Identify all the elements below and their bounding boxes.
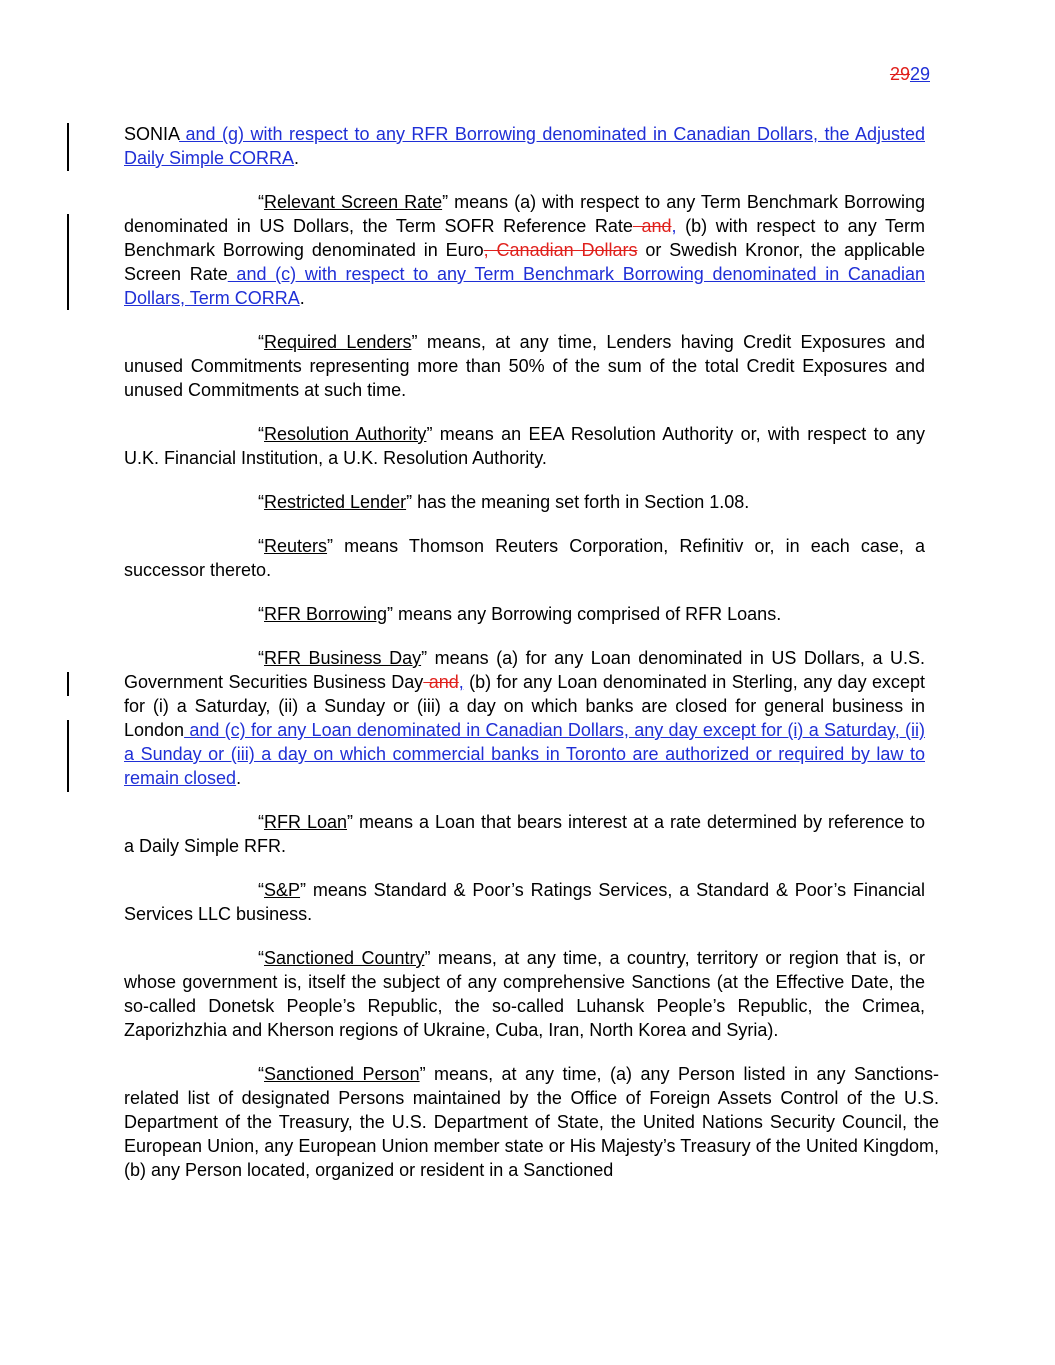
defined-term: RFR Business Day [264, 648, 422, 668]
deleted-text: , Canadian Dollars [483, 240, 638, 260]
text-run: SONIA [124, 124, 180, 144]
text-run: ” means an EEA Resolution Authority or, with respect to any U.K. Financial Institution, a U.K. Resolution Authority. [124, 424, 925, 468]
inserted-text: and (c) with respect to any Term Benchmark Borrowing denominated in Canadian Dollars, Term CORRA [124, 264, 925, 308]
document-body [124, 122, 939, 1202]
text-run: ” means Thomson Reuters Corporation, Refinitiv or, in each case, a successor thereto. [124, 536, 925, 580]
text-run: “ [258, 1064, 264, 1084]
page-number [890, 62, 930, 86]
text-run: “ [258, 492, 264, 512]
defined-term: Relevant Screen Rate [264, 192, 443, 212]
text-run: “ [258, 332, 264, 352]
change-bar [67, 720, 69, 792]
text-run: “ [258, 948, 264, 968]
text-run: ” means, at any time, a country, territory or region that is, or whose government is, itself the subject of any comprehensive Sanctions (at the Effective Date, the so-called Donetsk People’s Republic, the so-called Luhansk People’s Republic, the Crimea, Zaporizhzhia and Kherson regions of Ukraine, Cuba, Iran, North Korea and Syria). [124, 948, 925, 1040]
inserted-text: , [458, 672, 464, 692]
text-run: . [294, 148, 300, 168]
text-run: ” means a Loan that bears interest at a rate determined by reference to a Daily Simple RFR. [124, 812, 925, 856]
definition-rfr-business-day [124, 646, 925, 790]
text-run: . [236, 768, 242, 788]
change-bar [67, 672, 69, 696]
deleted-text: and [423, 672, 459, 692]
text-run: (b) with respect to any Term Benchmark Borrowing denominated in Euro [124, 216, 925, 260]
text-run: ” means (a) with respect to any Term Benchmark Borrowing denominated in US Dollars, the Term SOFR Reference Rate [124, 192, 925, 236]
definition-s-and-p [124, 878, 925, 926]
definition-rfr-borrowing [124, 602, 925, 626]
definition-sanctioned-country [124, 946, 925, 1042]
text-run: (b) for any Loan denominated in Sterling, any day except for (i) a Saturday, (ii) a Sunday or (iii) a day on which banks are closed for general business in London [124, 672, 925, 740]
text-run: “ [258, 536, 264, 556]
text-run: “ [258, 812, 264, 832]
defined-term: Required Lenders [264, 332, 412, 352]
definition-restricted-lender [124, 490, 925, 514]
text-run: ” means Standard & Poor’s Ratings Services, a Standard & Poor’s Financial Services LLC business. [124, 880, 925, 924]
defined-term: Restricted Lender [264, 492, 407, 512]
text-run: “ [258, 424, 264, 444]
text-run: ” has the meaning set forth in Section 1.08. [406, 492, 750, 512]
defined-term: Sanctioned Person [264, 1064, 420, 1084]
defined-term: Sanctioned Country [264, 948, 425, 968]
defined-term: Reuters [264, 536, 328, 556]
inserted-text: and (c) for any Loan denominated in Canadian Dollars, any day except for (i) a Saturday, (ii) a Sunday or (iii) a day on which commercial banks in Toronto are authorized or required by law to remain closed [124, 720, 925, 788]
text-run: “ [258, 192, 264, 212]
text-run: ” means (a) for any Loan denominated in US Dollars, a U.S. Government Securities Business Day [124, 648, 925, 692]
change-bar [67, 123, 69, 171]
definition-rfr-loan [124, 810, 925, 858]
defined-term: RFR Borrowing [264, 604, 388, 624]
definition-reuters [124, 534, 925, 582]
definition-sanctioned-person [124, 1062, 939, 1182]
text-run: ” means, at any time, (a) any Person listed in any Sanctions-related list of designated Persons maintained by the Office of Foreign Assets Control of the U.S. Department of the Treasury, the U.S. Department of State, the United Nations Security Council, the European Union, any European Union member state or His Majesty’s Treasury of the United Kingdom, (b) any Person located, organized or resident in a Sanctioned [124, 1064, 939, 1180]
text-run: . [299, 288, 305, 308]
text-run: ” means, at any time, Lenders having Credit Exposures and unused Commitments representing more than 50% of the sum of the total Credit Exposures and unused Commitments at such time. [124, 332, 925, 400]
definition-resolution-authority [124, 422, 925, 470]
defined-term: S&P [264, 880, 301, 900]
text-run: or Swedish Kronor, the applicable Screen Rate [124, 240, 926, 284]
paragraph-sonia-continuation [124, 122, 925, 170]
inserted-text: , [671, 216, 677, 236]
page-number-inserted: 29 [909, 64, 930, 84]
text-run: ” means any Borrowing comprised of RFR Loans. [387, 604, 782, 624]
defined-term: RFR Loan [264, 812, 348, 832]
inserted-text: and (g) with respect to any RFR Borrowing denominated in Canadian Dollars, the Adjusted Daily Simple CORRA [124, 124, 925, 168]
text-run: “ [258, 604, 264, 624]
definition-relevant-screen-rate [124, 190, 925, 310]
text-run: “ [258, 648, 264, 668]
change-bar [67, 214, 69, 310]
page-number-deleted: 29 [889, 64, 910, 84]
definition-required-lenders [124, 330, 925, 402]
defined-term: Resolution Authority [264, 424, 427, 444]
text-run: “ [258, 880, 264, 900]
deleted-text: and [632, 216, 672, 236]
